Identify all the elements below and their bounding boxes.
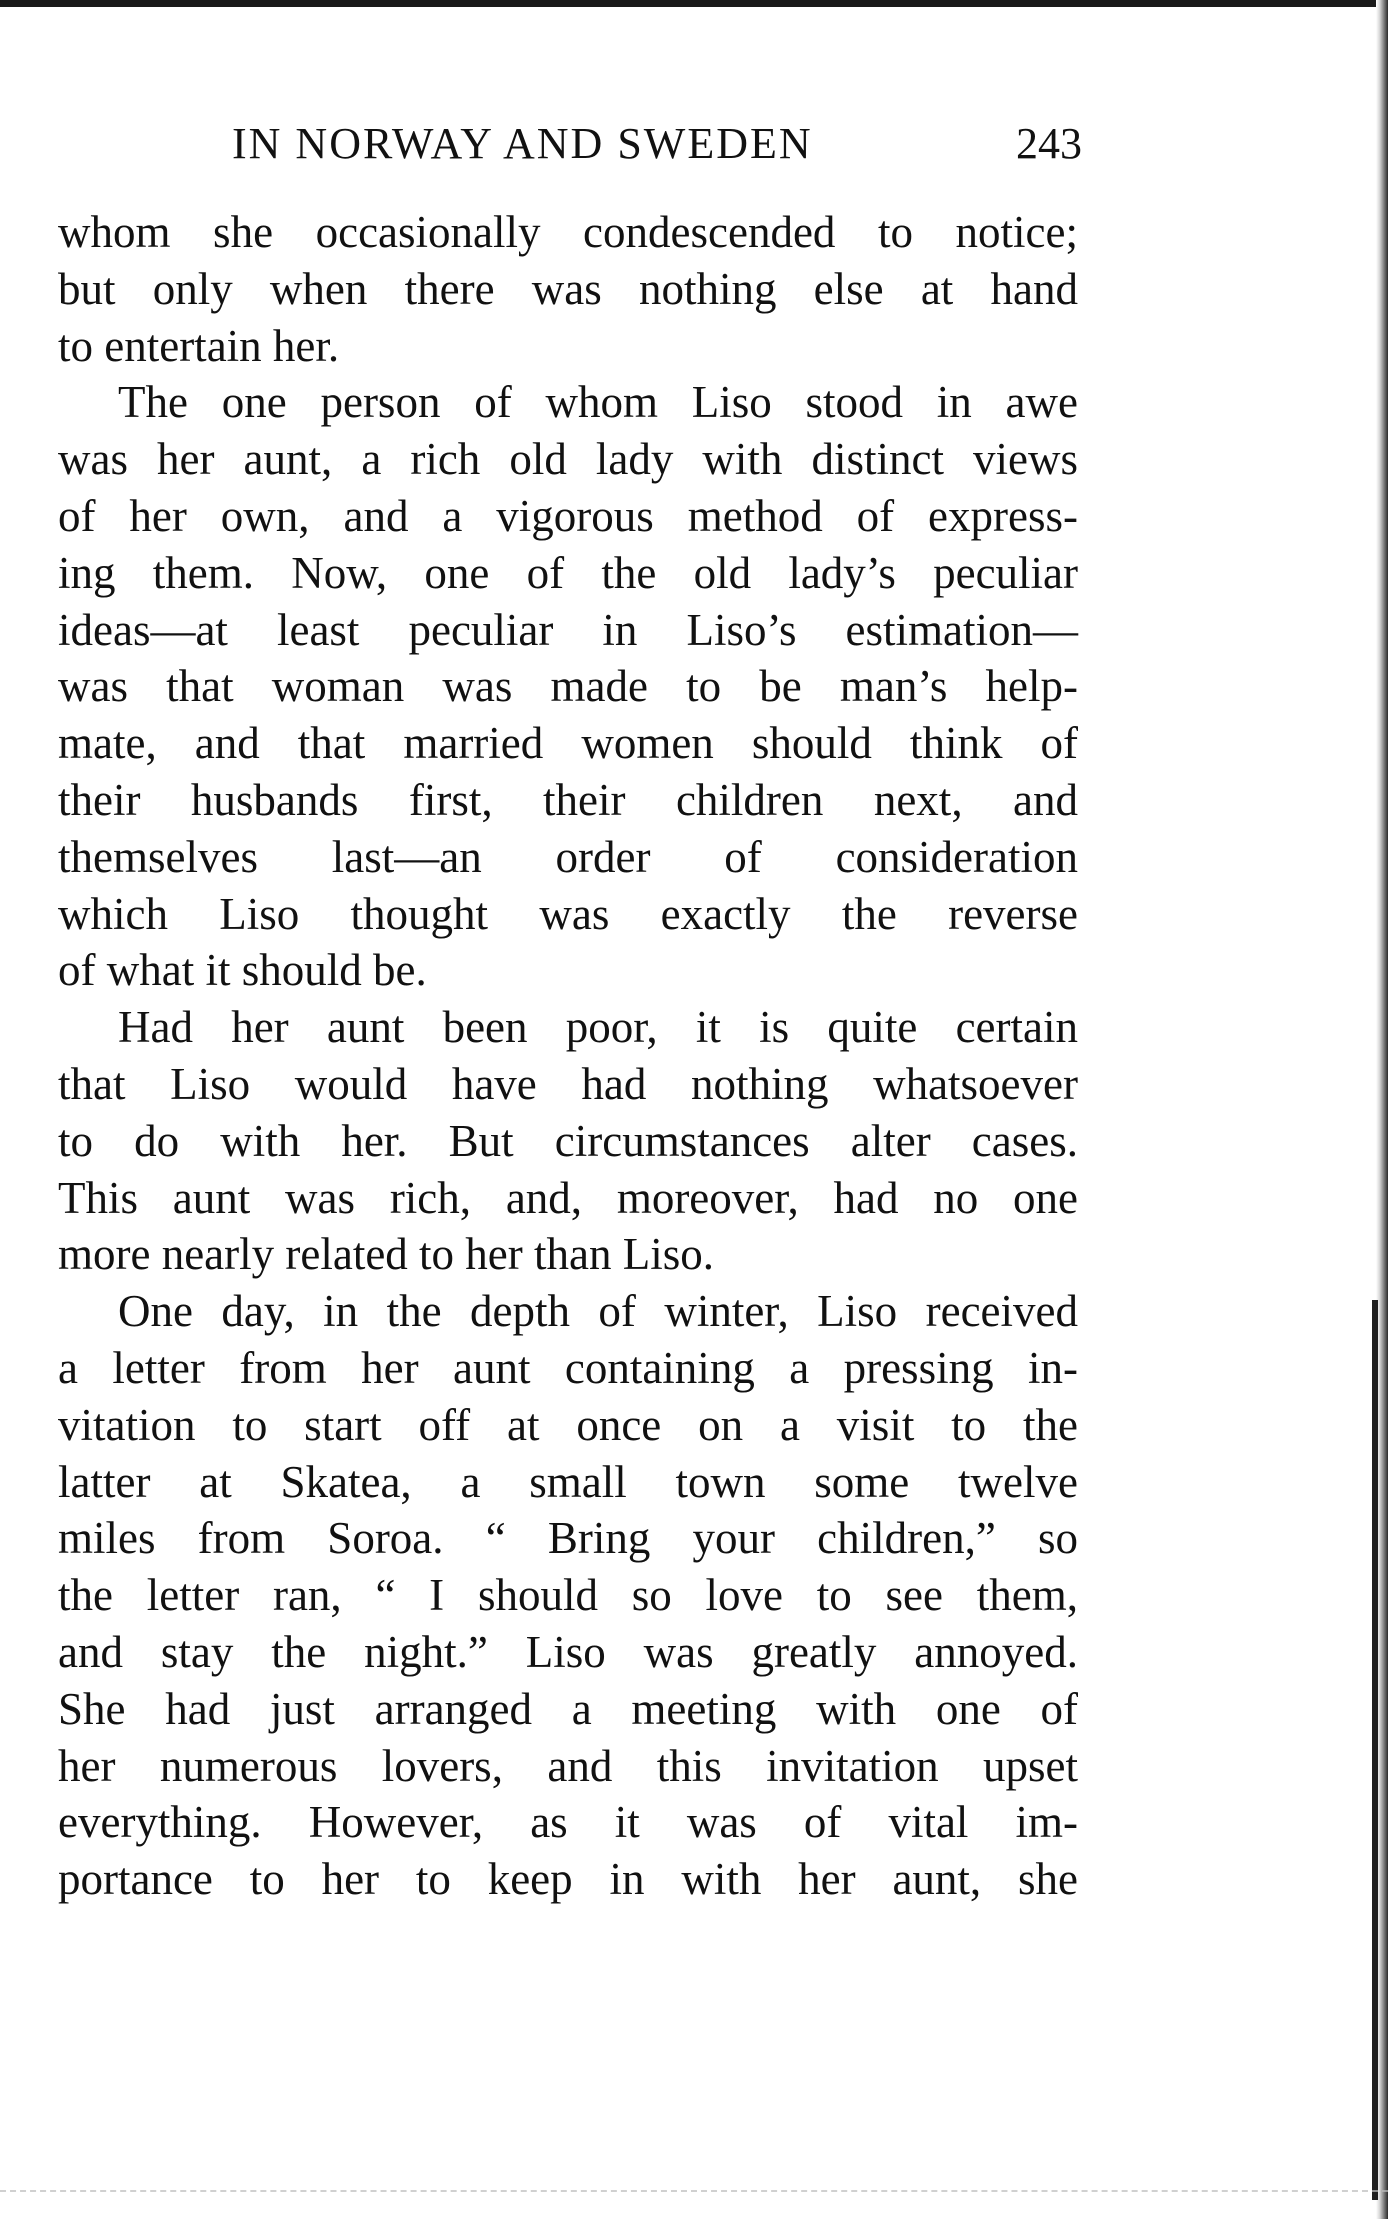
text-line: themselves last—an order of consideration xyxy=(58,831,1078,882)
text-line: their husbands first, their children next, and xyxy=(58,774,1078,825)
page-spine-shadow xyxy=(1372,1300,1378,2200)
text-line: that Liso would have had nothing whatsoever xyxy=(58,1058,1078,1109)
text-line: Had her aunt been poor, it is quite certain xyxy=(118,1002,1078,1053)
page-top-edge xyxy=(0,0,1388,7)
text-line: to entertain her. xyxy=(58,320,340,371)
running-header xyxy=(232,118,1082,178)
text-line: the letter ran, “ I should so love to see them, xyxy=(58,1570,1078,1621)
text-line: ing them. Now, one of the old lady’s peculiar xyxy=(58,547,1078,598)
text-line: latter at Skatea, a small town some twelve xyxy=(58,1456,1078,1507)
text-line: of her own, and a vigorous method of express- xyxy=(58,490,1078,541)
text-line: was her aunt, a rich old lady with distinct views xyxy=(58,434,1078,485)
text-line: The one person of whom Liso stood in awe xyxy=(118,377,1078,428)
page-number: 243 xyxy=(1016,119,1082,168)
text-line: was that woman was made to be man’s help- xyxy=(58,661,1078,712)
text-line: to do with her. But circumstances alter cases. xyxy=(58,1115,1078,1166)
text-line: This aunt was rich, and, moreover, had no one xyxy=(58,1172,1078,1223)
text-line: a letter from her aunt containing a pressing in- xyxy=(58,1342,1078,1393)
text-line: her numerous lovers, and this invitation upset xyxy=(58,1740,1078,1791)
text-line: portance to her to keep in with her aunt, she xyxy=(58,1854,1078,1905)
text-line: everything. However, as it was of vital im- xyxy=(58,1797,1078,1848)
text-line: vitation to start off at once on a visit to the xyxy=(58,1399,1078,1450)
text-line: which Liso thought was exactly the reverse xyxy=(58,888,1078,939)
text-line: whom she occasionally condescended to notice; xyxy=(58,207,1078,257)
text-line: more nearly related to her than Liso. xyxy=(58,1229,714,1280)
text-line: She had just arranged a meeting with one of xyxy=(58,1683,1078,1734)
running-title: IN NORWAY AND SWEDEN xyxy=(232,119,813,168)
text-line: and stay the night.” Liso was greatly annoyed. xyxy=(58,1626,1078,1677)
text-line: miles from Soroa. “ Bring your children,” so xyxy=(58,1513,1078,1564)
body-text xyxy=(58,204,1078,1908)
text-line: ideas—at least peculiar in Liso’s estimation— xyxy=(58,604,1078,655)
text-line: of what it should be. xyxy=(58,945,427,996)
text-line: but only when there was nothing else at hand xyxy=(58,263,1078,314)
text-line: One day, in the depth of winter, Liso received xyxy=(118,1286,1078,1337)
page-bottom-scan-marks xyxy=(0,2190,1388,2194)
text-line: mate, and that married women should think of xyxy=(58,718,1078,769)
